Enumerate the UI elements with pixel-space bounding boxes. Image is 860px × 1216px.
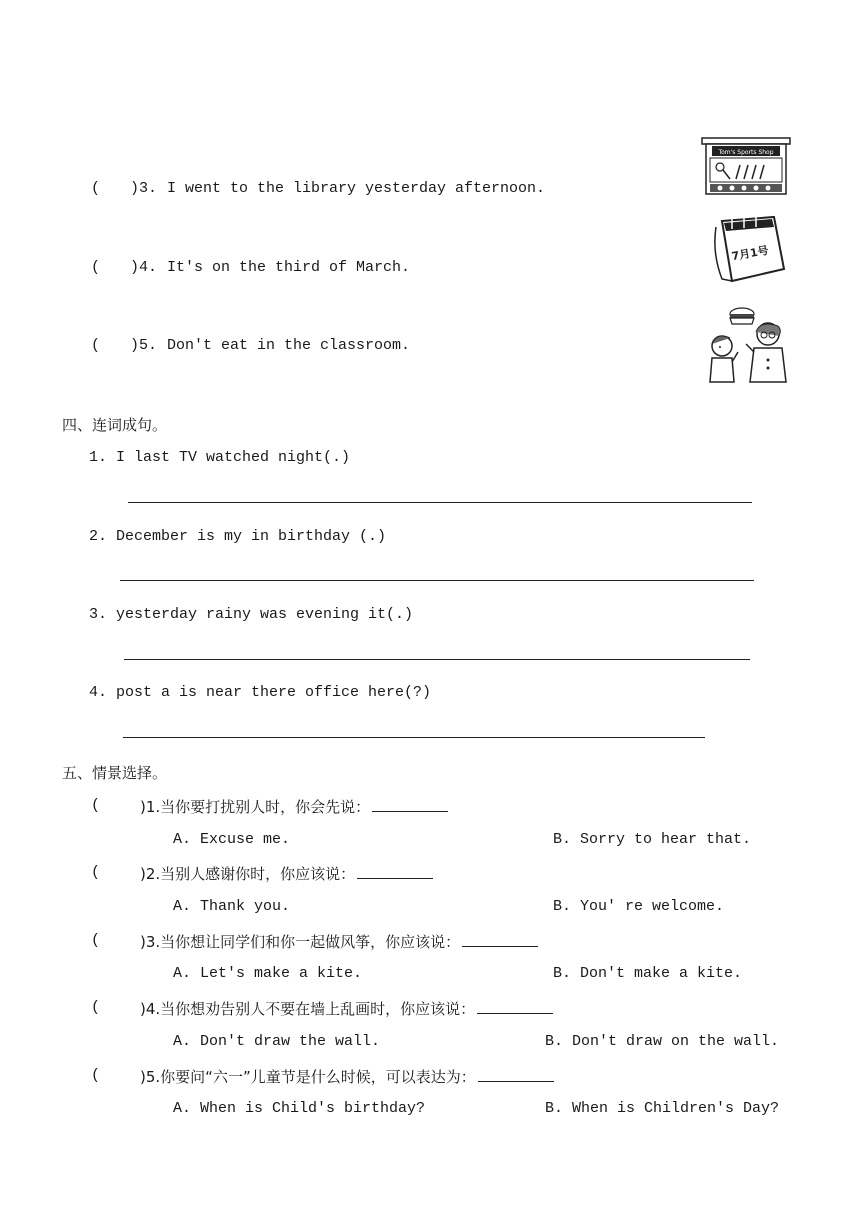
question-prompt: 当你想让同学们和你一起做风筝，你应该说： bbox=[160, 933, 461, 951]
answer-line-2[interactable] bbox=[120, 580, 754, 581]
option-a: A. Thank you. bbox=[173, 898, 291, 915]
option-b: B. When is Children's Day? bbox=[545, 1100, 780, 1117]
item-text: I went to the library yesterday afternoon. bbox=[167, 180, 546, 197]
calendar-date-text: 7月1号 bbox=[730, 243, 770, 264]
section4-item-4: 4. post a is near there office here(?) bbox=[89, 684, 432, 701]
section4-title: 四、连词成句。 bbox=[62, 416, 168, 434]
answer-paren-open: ( bbox=[91, 337, 101, 354]
answer-blank[interactable] bbox=[462, 932, 538, 947]
answer-paren-open: ( bbox=[91, 797, 101, 814]
section5-title: 五、情景选择。 bbox=[62, 764, 168, 782]
answer-blank[interactable] bbox=[357, 864, 433, 879]
option-b: B. Don't make a kite. bbox=[553, 965, 743, 982]
answer-line-4[interactable] bbox=[123, 737, 705, 738]
section4-item-3: 3. yesterday rainy was evening it(.) bbox=[89, 606, 414, 623]
question-number: )4. bbox=[140, 1000, 161, 1018]
option-b: B. Don't draw on the wall. bbox=[545, 1033, 780, 1050]
option-b: B. Sorry to hear that. bbox=[553, 831, 752, 848]
section4-item-2: 2. December is my in birthday (.) bbox=[89, 528, 387, 545]
item-text: It's on the third of March. bbox=[167, 259, 411, 276]
item-number: )4. bbox=[130, 259, 158, 276]
option-a: A. Don't draw the wall. bbox=[173, 1033, 381, 1050]
answer-paren-open: ( bbox=[91, 999, 101, 1016]
sports-shop-icon bbox=[700, 135, 792, 197]
item-text: Don't eat in the classroom. bbox=[167, 337, 411, 354]
question-number: )3. bbox=[140, 933, 161, 951]
question-prompt: 当别人感谢你时，你应该说： bbox=[160, 865, 356, 883]
answer-paren-open: ( bbox=[91, 864, 101, 881]
question-prompt: 你要问“六一”儿童节是什么时候，可以表达为： bbox=[160, 1068, 476, 1086]
answer-paren-open: ( bbox=[91, 180, 101, 197]
question-number: )1. bbox=[140, 798, 161, 816]
option-a: A. When is Child's birthday? bbox=[173, 1100, 426, 1117]
item-number: )5. bbox=[130, 337, 158, 354]
calendar-icon bbox=[708, 213, 788, 285]
answer-line-3[interactable] bbox=[124, 659, 750, 660]
answer-paren-open: ( bbox=[91, 1067, 101, 1084]
section4-item-1: 1. I last TV watched night(.) bbox=[89, 449, 351, 466]
option-a: A. Let's make a kite. bbox=[173, 965, 363, 982]
answer-blank[interactable] bbox=[372, 797, 448, 812]
option-b: B. You' re welcome. bbox=[553, 898, 725, 915]
option-a: A. Excuse me. bbox=[173, 831, 291, 848]
answer-blank[interactable] bbox=[477, 999, 553, 1014]
shop-sign-text: Tom's Sports Shop bbox=[718, 149, 774, 156]
people-burger-icon bbox=[704, 304, 790, 384]
item-number: )3. bbox=[130, 180, 158, 197]
question-prompt: 当你想劝告别人不要在墙上乱画时，你应该说： bbox=[160, 1000, 476, 1018]
answer-line-1[interactable] bbox=[128, 502, 752, 503]
question-prompt: 当你要打扰别人时，你会先说： bbox=[160, 798, 371, 816]
question-number: )2. bbox=[140, 865, 161, 883]
question-number: )5. bbox=[140, 1068, 161, 1086]
answer-blank[interactable] bbox=[478, 1067, 554, 1082]
answer-paren-open: ( bbox=[91, 259, 101, 276]
answer-paren-open: ( bbox=[91, 932, 101, 949]
